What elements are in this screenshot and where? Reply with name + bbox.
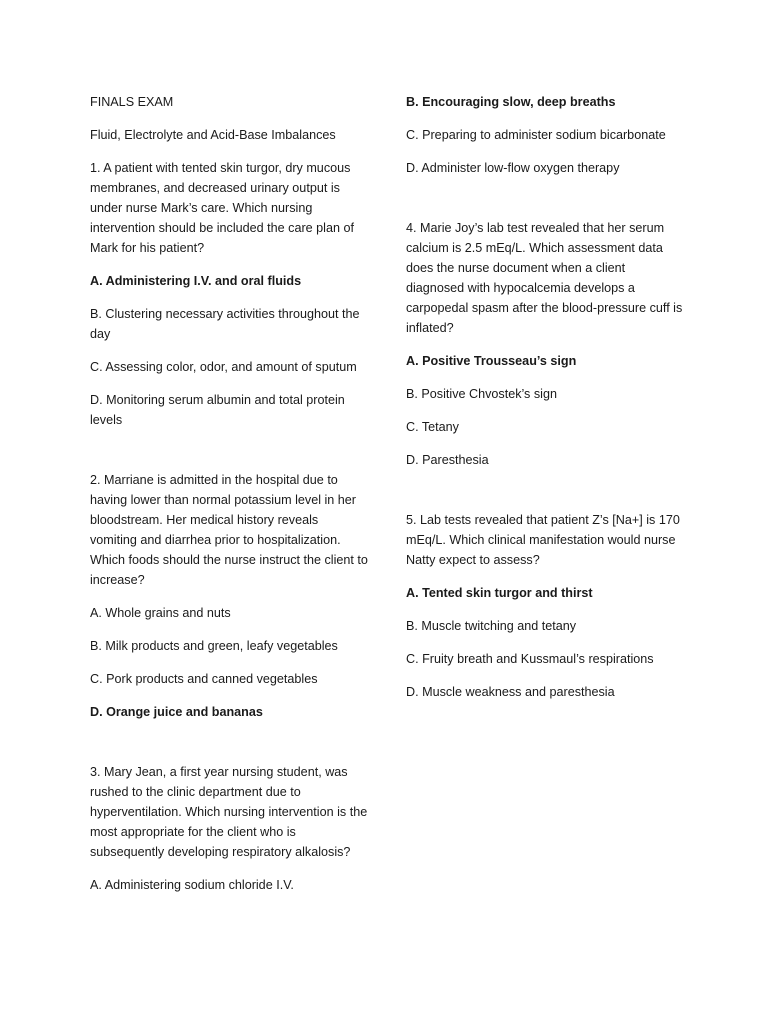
- question-5-option-d: D. Muscle weakness and paresthesia: [406, 685, 615, 699]
- question-3-text: 3. Mary Jean, a first year nursing student, was rushed to the clinic department due to hyperventilation. Which nursing intervention is the most appropriate for the client who is subsequently developing respiratory alkalosis?: [90, 765, 368, 859]
- question-1-option-c: C. Assessing color, odor, and amount of sputum: [90, 360, 357, 374]
- spacer: [406, 483, 684, 510]
- question-2-option-d: D. Orange juice and bananas: [90, 705, 263, 719]
- right-column: [406, 92, 684, 715]
- question-1-text: 1. A patient with tented skin turgor, dry mucous membranes, and decreased urinary output is under nurse Mark’s care. Which nursing intervention should be included the care plan of Mark for his patient?: [90, 161, 354, 255]
- question-2-option-a: A. Whole grains and nuts: [90, 606, 231, 620]
- question-4-option-a: A. Positive Trousseau’s sign: [406, 354, 577, 368]
- question-5-option-a: A. Tented skin turgor and thirst: [406, 586, 593, 600]
- question-4-option-d: D. Paresthesia: [406, 453, 489, 467]
- question-4-option-c: C. Tetany: [406, 420, 459, 434]
- question-3-option-a: A. Administering sodium chloride I.V.: [90, 878, 294, 892]
- question-2-option-b: B. Milk products and green, leafy vegetables: [90, 639, 338, 653]
- spacer: [406, 191, 684, 218]
- question-5-option-b: B. Muscle twitching and tetany: [406, 619, 577, 633]
- spacer: [90, 735, 368, 762]
- left-column: [90, 92, 368, 908]
- spacer: [90, 443, 368, 470]
- question-3-option-b: B. Encouraging slow, deep breaths: [406, 95, 616, 109]
- question-2-text: 2. Marriane is admitted in the hospital due to having lower than normal potassium level in her bloodstream. Her medical history reveals vomiting and diarrhea prior to hospitalization. Which foods should the nurse instruct the client to increase?: [90, 473, 368, 587]
- question-1-option-d: D. Monitoring serum albumin and total protein levels: [90, 393, 345, 427]
- question-5-text: 5. Lab tests revealed that patient Z’s [Na+] is 170 mEq/L. Which clinical manifestation would nurse Natty expect to assess?: [406, 513, 680, 567]
- question-1-option-b: B. Clustering necessary activities throughout the day: [90, 307, 360, 341]
- exam-title: FINALS EXAM: [90, 95, 174, 109]
- question-3-option-d: D. Administer low-flow oxygen therapy: [406, 161, 620, 175]
- question-4-text: 4. Marie Joy’s lab test revealed that her serum calcium is 2.5 mEq/L. Which assessment data does the nurse document when a client diagnosed with hypocalcemia develops a carpopedal spasm after the blood-pressure cuff is inflated?: [406, 221, 683, 335]
- question-2-option-c: C. Pork products and canned vegetables: [90, 672, 318, 686]
- question-4-option-b: B. Positive Chvostek’s sign: [406, 387, 557, 401]
- question-5-option-c: C. Fruity breath and Kussmaul’s respirations: [406, 652, 654, 666]
- question-1-option-a: A. Administering I.V. and oral fluids: [90, 274, 302, 288]
- question-3-option-c: C. Preparing to administer sodium bicarbonate: [406, 128, 666, 142]
- exam-subtitle: Fluid, Electrolyte and Acid-Base Imbalances: [90, 128, 336, 142]
